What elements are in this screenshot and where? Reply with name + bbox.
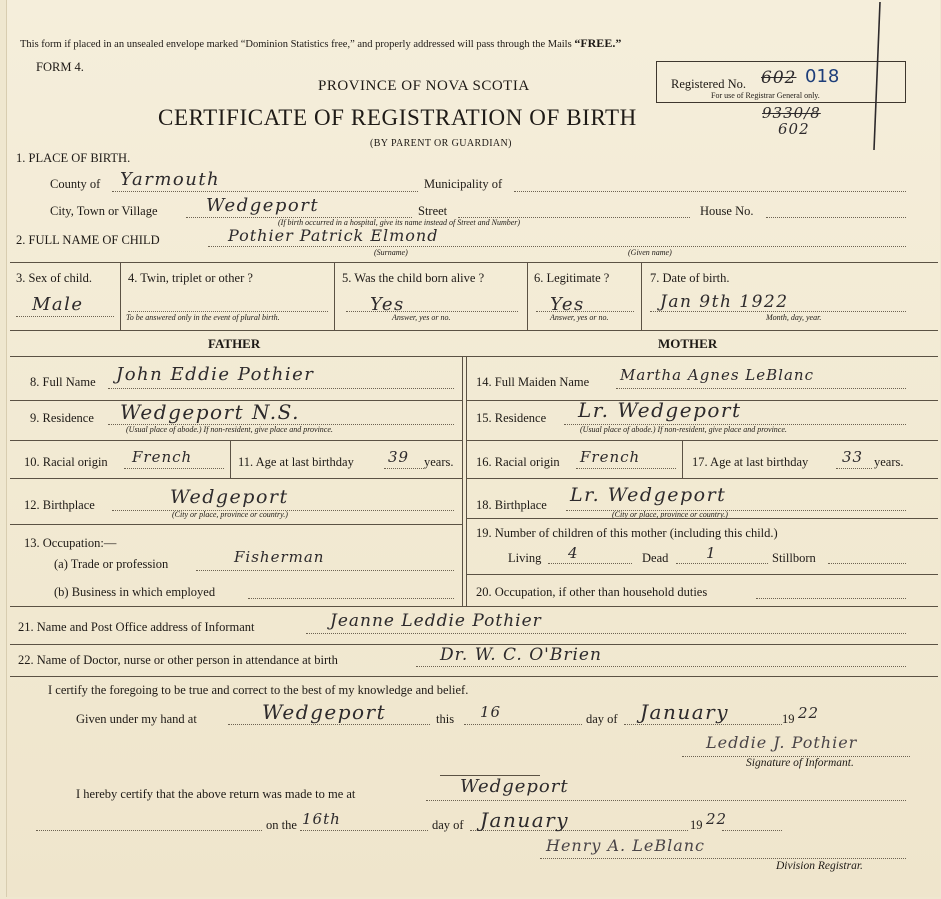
registrar-day-of-label: day of [432, 818, 464, 832]
informant-signature: Leddie J. Pothier [706, 733, 858, 752]
given-name-note: (Given name) [628, 248, 672, 257]
father-name-label: 8. Full Name [30, 375, 96, 389]
mother-birthplace-value: Lr. Wedgeport [570, 484, 727, 506]
informant-value: Jeanne Leddie Pothier [330, 611, 542, 631]
child-name-label: 2. FULL NAME OF CHILD [16, 233, 160, 247]
mother-children-label: 19. Number of children of this mother (including this child.) [476, 526, 778, 540]
child-name-value: Pothier Patrick Elmond [228, 226, 439, 245]
registrar-signature: Henry A. LeBlanc [546, 836, 705, 855]
dead-value: 1 [706, 544, 717, 562]
given-under-label: Given under my hand at [76, 712, 197, 726]
father-birthplace-value: Wedgeport [170, 486, 289, 508]
father-age-label: 11. Age at last birthday [238, 455, 354, 469]
registered-number-label: Registered No. [671, 77, 746, 91]
registered-number-note: For use of Registrar General only. [711, 91, 820, 100]
mother-residence-note: (Usual place of abode.) If non-resident, give place and province. [580, 425, 787, 434]
informant-label: 21. Name and Post Office address of Informant [18, 620, 255, 634]
mother-birthplace-label: 18. Birthplace [476, 498, 547, 512]
registrar-on-label: on the [266, 818, 297, 832]
alive-value: Yes [370, 294, 405, 315]
registered-number-struck: 602 [761, 68, 797, 88]
mother-birthplace-note: (City or place, province or country.) [612, 510, 728, 519]
father-heading: FATHER [208, 336, 261, 351]
father-birthplace-label: 12. Birthplace [24, 498, 95, 512]
sex-label: 3. Sex of child. [16, 271, 93, 285]
registrar-year-prefix: 19 [690, 818, 703, 832]
mother-name-label: 14. Full Maiden Name [476, 375, 590, 389]
margin-number-struck: 9330/8 [762, 104, 821, 122]
father-residence-note: (Usual place of abode.) If non-resident, give place and province. [126, 425, 333, 434]
given-month-value: January [640, 700, 729, 724]
date-value: Jan 9th 1922 [660, 292, 789, 312]
informant-signature-label: Signature of Informant. [746, 757, 854, 769]
registrar-year-value: 22 [706, 810, 728, 828]
living-value: 4 [568, 544, 579, 562]
municipality-label: Municipality of [424, 177, 503, 191]
province-heading: PROVINCE OF NOVA SCOTIA [318, 78, 530, 94]
father-business-label: (b) Business in which employed [54, 585, 216, 599]
father-residence-label: 9. Residence [30, 411, 94, 425]
certificate-title: CERTIFICATE OF REGISTRATION OF BIRTH [158, 105, 637, 130]
mother-racial-label: 16. Racial origin [476, 455, 560, 469]
doctor-value: Dr. W. C. O'Brien [440, 645, 602, 665]
alive-label: 5. Was the child born alive ? [342, 271, 485, 285]
father-residence-value: Wedgeport N.S. [120, 400, 300, 424]
stillborn-label: Stillborn [772, 551, 816, 565]
registrar-place-value: Wedgeport [460, 776, 569, 797]
date-note: Month, day, year. [766, 313, 822, 322]
registered-number-stamp: 018 [805, 66, 840, 87]
surname-note: (Surname) [374, 248, 408, 257]
registrar-statement: I hereby certify that the above return was made to me at [76, 787, 356, 801]
father-birthplace-note: (City or place, province or country.) [172, 510, 288, 519]
father-racial-value: French [132, 448, 193, 466]
father-age-value: 39 [388, 448, 410, 466]
postal-notice [20, 36, 621, 51]
house-label: House No. [700, 204, 754, 218]
legitimate-note: Answer, yes or no. [550, 313, 609, 322]
father-age-unit: years. [424, 455, 454, 469]
mother-age-value: 33 [842, 448, 864, 466]
mother-age-unit: years. [874, 455, 904, 469]
sex-value: Male [32, 294, 84, 315]
twin-label: 4. Twin, triplet or other ? [128, 271, 253, 285]
street-label: Street [418, 204, 448, 218]
twin-note: To be answered only in the event of plural birth. [126, 313, 280, 322]
given-day-of-label: day of [586, 712, 618, 726]
registrar-on-value: 16th [302, 810, 341, 828]
legitimate-label: 6. Legitimate ? [534, 271, 610, 285]
legitimate-value: Yes [550, 294, 585, 315]
father-occupation-label: 13. Occupation:— [24, 536, 117, 550]
mother-residence-label: 15. Residence [476, 411, 547, 425]
hospital-note: (If birth occurred in a hospital, give its name instead of Street and Number) [278, 218, 521, 227]
county-label: County of [50, 177, 101, 191]
mother-name-value: Martha Agnes LeBlanc [620, 366, 814, 384]
given-year-value: 22 [798, 704, 820, 722]
mother-heading: MOTHER [658, 336, 718, 351]
living-label: Living [508, 551, 542, 565]
certificate-subtitle: (BY PARENT OR GUARDIAN) [370, 138, 512, 149]
city-value: Wedgeport [206, 195, 320, 216]
date-label: 7. Date of birth. [650, 271, 730, 285]
father-trade-value: Fisherman [234, 548, 325, 566]
postal-notice-free: “FREE.” [574, 36, 622, 50]
given-place-value: Wedgeport [262, 700, 387, 724]
father-racial-label: 10. Racial origin [24, 455, 108, 469]
city-label: City, Town or Village [50, 204, 158, 218]
mother-residence-value: Lr. Wedgeport [578, 398, 742, 422]
registrar-month-value: January [480, 808, 569, 832]
father-trade-label: (a) Trade or profession [54, 557, 169, 571]
given-day-value: 16 [480, 703, 502, 721]
certify-statement: I certify the foregoing to be true and correct to the best of my knowledge and belief. [48, 683, 469, 697]
given-year-prefix: 19 [782, 712, 795, 726]
given-this-label: this [436, 712, 455, 726]
postal-notice-text: This form if placed in an unsealed envelope marked “Dominion Statistics free,” and properly addressed will pass through the Mails [20, 39, 572, 50]
mother-racial-value: French [580, 448, 641, 466]
mother-occupation-label: 20. Occupation, if other than household duties [476, 585, 708, 599]
form-number: FORM 4. [36, 60, 84, 74]
dead-label: Dead [642, 551, 669, 565]
mother-age-label: 17. Age at last birthday [692, 455, 809, 469]
father-name-value: John Eddie Pothier [116, 364, 315, 385]
margin-pen-stroke [860, 0, 890, 160]
margin-number: 602 [778, 120, 810, 138]
alive-note: Answer, yes or no. [392, 313, 451, 322]
registrar-signature-label: Division Registrar. [776, 860, 863, 872]
doctor-label: 22. Name of Doctor, nurse or other person in attendance at birth [18, 653, 338, 667]
place-of-birth-heading: 1. PLACE OF BIRTH. [16, 151, 131, 165]
county-value: Yarmouth [120, 169, 221, 190]
